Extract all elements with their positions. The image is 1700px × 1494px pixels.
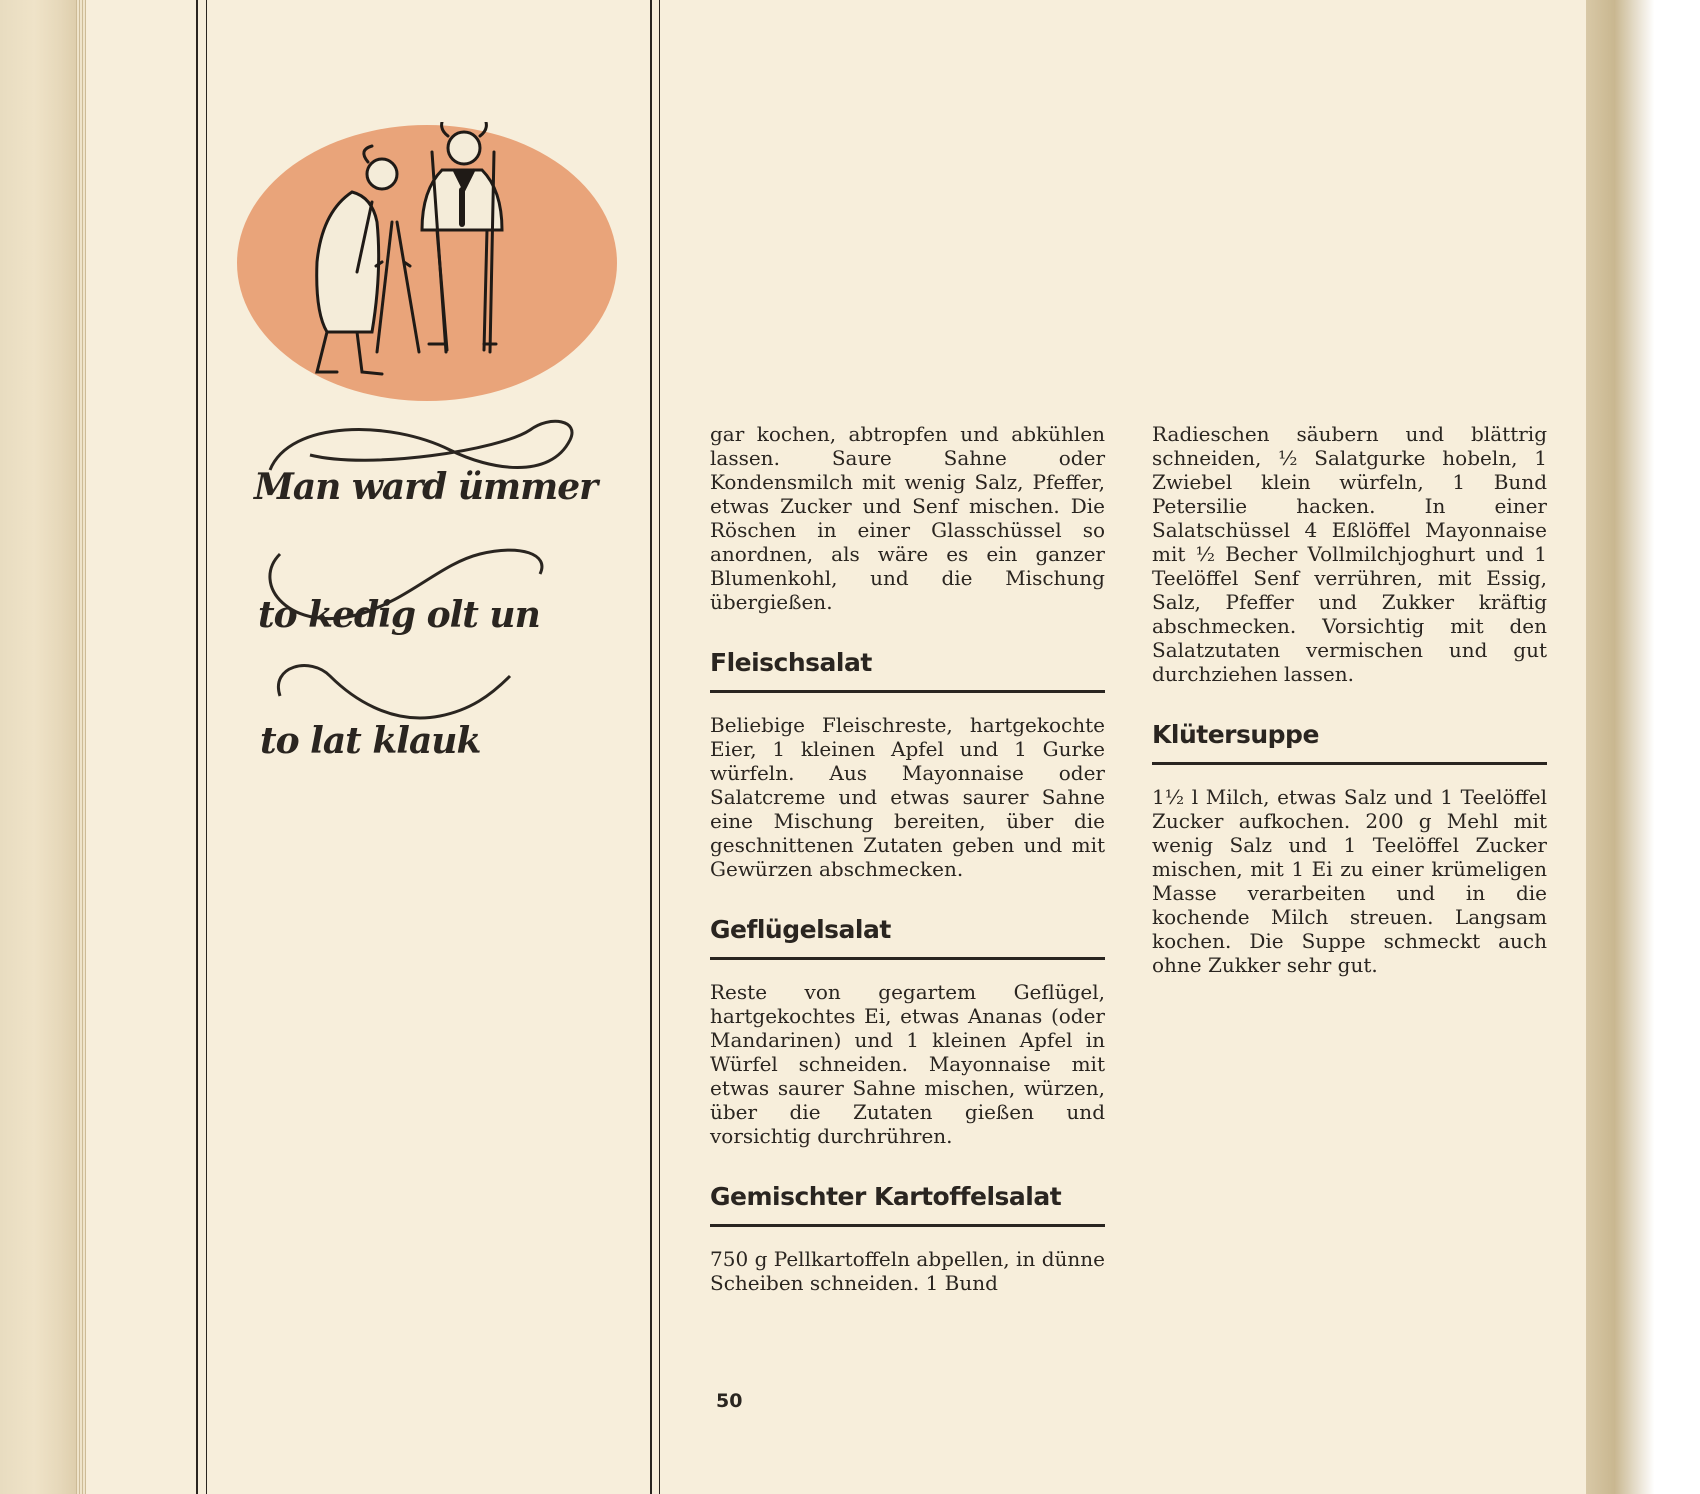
recipe-text: Reste von gegartem Geflügel, hartgekochtes Ei, etwas Ananas (oder Mandarinen) und 1 kleinen Apfel in Würfel schneiden. Mayonnaise mit etwas saurer Sahne mischen, würzen, über die Zutaten gießen und vorsichtig durchrühren. <box>710 980 1105 1148</box>
intro-paragraph: gar kochen, abtropfen und abkühlen lassen. Saure Sahne oder Kondensmilch mit wenig Salz, Pfeffer, etwas Zucker und Senf mischen. Die Röschen in einer Glasschüssel so anordnen, als wäre es ein ganzer Blumenkohl, und die Mischung übergießen. <box>710 422 1105 614</box>
recipe-title: Geflügelsalat <box>710 915 891 944</box>
page-right-edge <box>1586 0 1700 1494</box>
two-figures-on-stilts-illustration <box>232 122 622 404</box>
vertical-rule <box>196 0 198 1494</box>
saying-line-3: to lat klauk <box>260 720 481 762</box>
page-stack-edge <box>0 0 86 1494</box>
vertical-rule <box>650 0 652 1494</box>
vertical-rule <box>659 0 660 1494</box>
vertical-rule <box>206 0 207 1494</box>
recipe-text: 750 g Pellkartoffeln abpellen, in dünne Scheiben schneiden. 1 Bund <box>710 1247 1105 1295</box>
recipe-text: 1½ l Milch, etwas Salz und 1 Teelöffel Zucker aufkochen. 200 g Mehl mit wenig Salz und 1 Teelöffel Zucker mischen, mit 1 Ei zu einer krümeligen Masse verarbeiten und in die kochende Milch streuen. Langsam kochen. Die Suppe schmeckt auch ohne Zukker sehr gut. <box>1152 785 1547 977</box>
continued-paragraph: Radieschen säubern und blättrig schneiden, ½ Salatgurke hobeln, 1 Zwiebel klein würfeln, 1 Bund Petersilie hacken. In einer Salatschüssel 4 Eßlöffel Mayonnaise mit ½ Becher Vollmilchjoghurt und 1 Teelöffel Senf verrühren, mit Essig, Salz, Pfeffer und Zukker kräftig abschmecken. Vorsichtig mit den Salatzutaten vermischen und gut durchziehen lassen. <box>1152 422 1547 686</box>
page-number: 50 <box>716 1390 743 1412</box>
heading-rule <box>710 1224 1105 1227</box>
recipe-title: Fleischsalat <box>710 648 872 677</box>
heading-rule <box>1152 762 1547 765</box>
text-column-left <box>710 422 1105 1295</box>
text-column-right <box>1152 422 1547 977</box>
recipe-title: Klütersuppe <box>1152 720 1319 749</box>
recipe-title: Gemischter Kartoffelsalat <box>710 1182 1062 1211</box>
heading-rule <box>710 690 1105 693</box>
heading-rule <box>710 957 1105 960</box>
saying-line-1: Man ward ümmer <box>254 466 598 508</box>
recipe-text: Beliebige Fleischreste, hartgekochte Eier, 1 kleinen Apfel und 1 Gurke würfeln. Aus Mayonnaise oder Salatcreme und etwas saurer Sahne eine Mischung bereiten, über die geschnittenen Zutaten geben und mit Gewürzen abschmecken. <box>710 713 1105 881</box>
saying-line-2: to kedig olt un <box>258 594 540 636</box>
